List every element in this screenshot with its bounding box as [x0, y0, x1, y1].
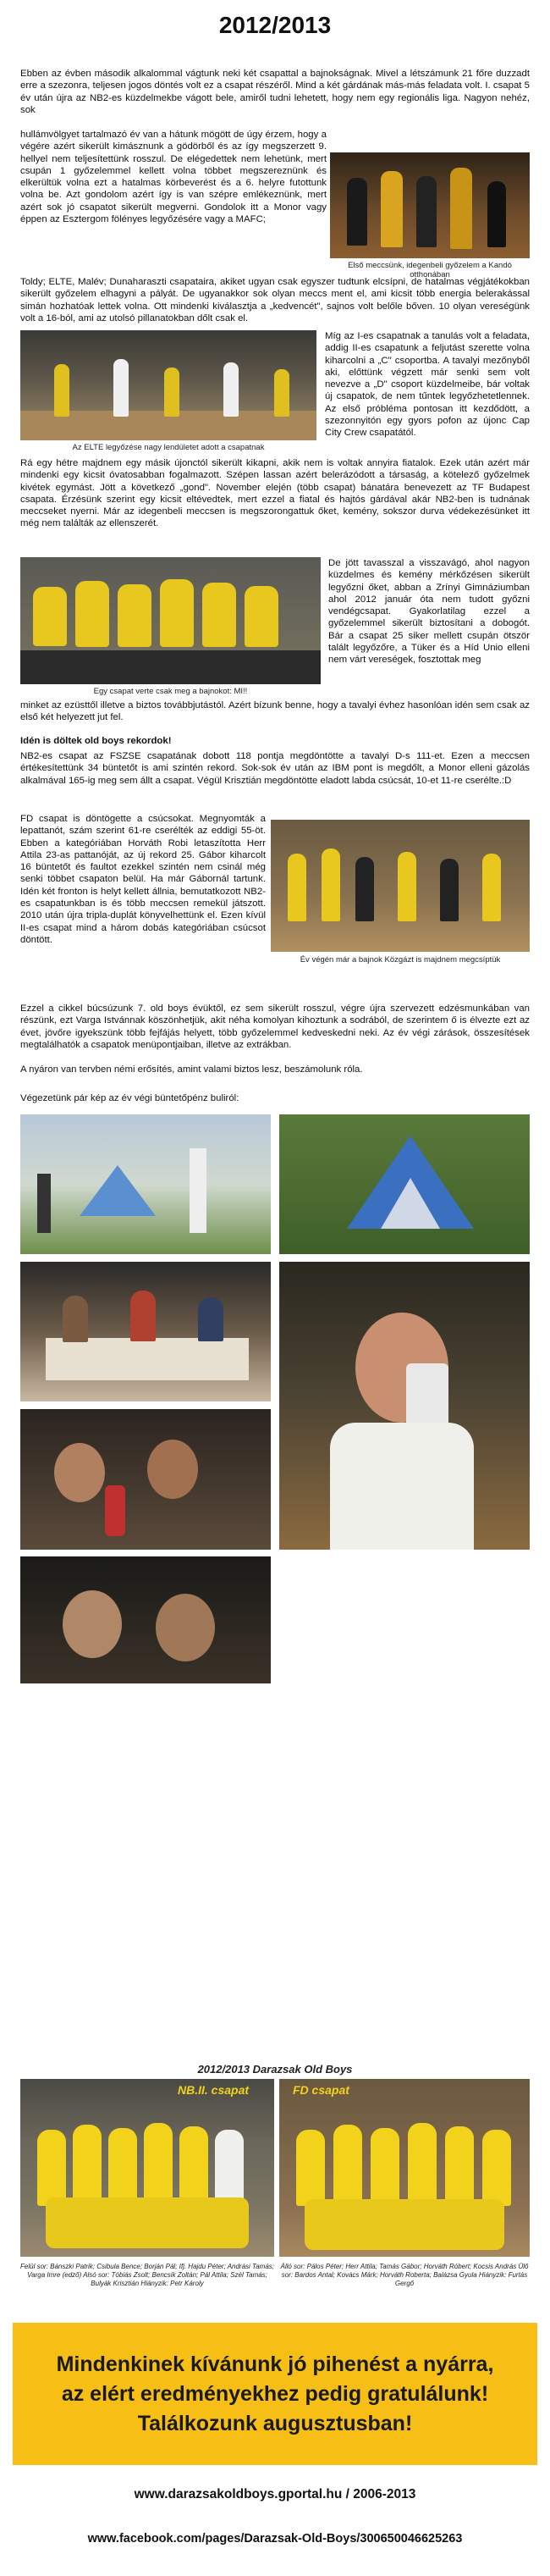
photo-gallery-tent-yard	[20, 1114, 271, 1254]
team-label-nb2: NB.II. csapat	[178, 2083, 250, 2097]
closing-banner	[13, 2323, 537, 2465]
paragraph: hullámvölgyet tartalmazó év van a hátunk mögött de úgy érzem, hogy a végére azért sikerült kimásznunk a gödörből és az így megszerzett 9. hellyel nem teljesítettünk rosszul. De elégedettek nem lehetünk, mert csupán 1 győzelemmel kellett volna többet megszereznünk és elkerültük volna ezt a hatalmas körbeverést és a 6. helyre futottunk volna be. Azt gondolom azért így is van szépre emlékeznünk, mert azért sok jó csapatot sikerült megverni. Gondolok itt a Monor vagy éppen az Esztergom fölényes legyőzésére vagy a MAFC;	[20, 130, 327, 225]
photo-team-nb2	[20, 2079, 274, 2257]
photo-team-champion-win	[20, 557, 321, 684]
photo-gallery-night-friends	[20, 1556, 271, 1683]
paragraph: Rá egy hétre majdnem egy másik újonctól sikerült kikapni, akik nem is voltak annyira fiatalok. Ezek után azért már mindenki egy kicsit óvatosabban fogalmazott. Szépen lassan azért belerázódott a társaság, a kötelező győzelmek kivétek egymást. Jött a következő „gond". November elején (több csapat) bánatára benevezett az TF Budapest csapata. Érzésünk szerint egy kicsit eltévedtek, mert ezzel a fiatal és hajtós gárdával akár NB2-ben is tudnának meccseket nyerni. Már az idegenbeli meccsen is megszorongattuk őket, kemény, sokszor durva védekezésünket itt még nem találták az ellenszerét.	[20, 458, 530, 529]
photo-caption: Első meccsünk, idegenbeli győzelem a Kandó otthonában	[348, 261, 512, 279]
gallery-intro: Végezetünk pár kép az év végi büntetőpénz buliról:	[20, 1093, 239, 1103]
team-photo-title: 2012/2013 Darazsak Old Boys	[197, 2063, 353, 2076]
paragraph: Ezzel a cikkel búcsúzunk 7. old boys évüktől, ez sem sikerült rosszul, végre újra szervezett edzésmunkában van részünk, ezt Varga Istvánnak köszönhetjük, akit néha komolyan kihoztunk a sodrából, de szerintem ő is élvezte ezt az évet, jövőre igyekszünk több fejfájás helyett, több győzelemmel kedveskedni neki. Az év végi zárások, összesítések megtalálhatók a csapatok menüpontjaiban, illetve az extrákban.	[20, 1003, 530, 1050]
paragraph: NB2-es csapat az FSZSE csapatának dobott 118 pontja megdöntötte a tavalyi D-s 111-et. Ezen a meccsen értékesítettünk 34 büntetőt is ami szintén rekord. Sok-sok év után az IBM pont is megdőlt, a Monor elleni gázolás alkalmával 165-ig meg sem állt a csapat. Végül Krisztián megdöntötte eladott labda csúcsát, 10-et 11-re cserélte.:D	[20, 751, 530, 786]
facebook-link[interactable]: www.facebook.com/pages/Darazsak-Old-Boys/300650046625263	[87, 2532, 463, 2546]
photo-gallery-night-table	[20, 1409, 271, 1550]
page-title: 2012/2013	[218, 12, 332, 38]
photo-caption: Év végén már a bajnok Közgázt is majdnem megcsíptük	[300, 955, 501, 965]
photo-caption: Egy csapat verte csak meg a bajnokot: MI!!	[93, 687, 248, 696]
paragraph: Toldy; ELTE, Malév; Dunaharaszti csapataira, akiket ugyan csak egyszer tudtunk elcsípni, de hatalmas végjátékokban sikerült győzelem elhagyni a pályát. De ugyanakkor sok olyan meccs ment el, ami kicsit több energia belerakással simán hozhatóak lettek volna. Ott mindenki kiválasztja a „kedvencét", sajnos volt belőle bőven. 10 olyan vereségünk volt a 16-ból, ami az utolsó pillanatokban dőlt csak el.	[20, 277, 530, 323]
photo-gallery-dinner	[20, 1262, 271, 1401]
banner-line: az elért eredményekhez pedig gratulálunk!	[61, 2382, 489, 2406]
paragraph: De jött tavasszal a visszavágó, ahol nagyon küzdelmes és kemény mérkőzésen sikerült legyőzni őket, abban a Zrínyi Gimnáziumban ahol 2012 január óta nem tudott győzni vendégcsapat. Gyakorlatilag ezzel a győzelemmel sikerült biztosítani a dobogót. Bár a csapat 25 siker mellett csupán ötször talált legyőzőre, a Tüker és a Híd Unio elleni nem várt vereségek, fosztottak meg	[328, 558, 530, 666]
photo-kozgaz-game	[271, 820, 530, 952]
roster-nb2: Felül sor: Bánszki Patrik; Csibula Bence; Borján Pál; Ifj. Hajdu Péter; Andrási Tamás; Varga Imre (edző) Alsó sor: Tóbiás Zsolt; Bencsik Zoltán; Pál Attila; Szél Tamás; Bulyák Krisztián Hiányzik: Petr Károly	[20, 2263, 274, 2287]
banner-line: Mindenkinek kívánunk jó pihenést a nyárra,	[56, 2352, 494, 2376]
photo-gallery-tent	[279, 1114, 530, 1254]
paragraph: minket az ezüsttől illetve a biztos továbbjutástól. Azért bízunk benne, hogy a tavalyi évhez hasonlóan idén sem csak az első két helyezett jut fel.	[20, 700, 530, 723]
paragraph: Ebben az évben második alkalommal vágtunk neki két csapattal a bajnokságnak. Mivel a létszámunk 21 főre duzzadt erre a szezonra, teljesen jogos döntés volt ez a csapat részéről. Mind a két gárdának más-más feladata volt. I. csapat 5 év után újra az NB2-es küzdelmekbe vágott bele, amiről tudni lehetett, hogy nem egy regionális liga. Nagyon nehéz, sok	[20, 69, 530, 115]
roster-fd: Álló sor: Pálos Péter; Herr Attila; Tamás Gábor; Horváth Róbert; Kocsis András Ülő sor: Bardos Antal; Kovács Márk; Horváth Roberta; Balázsa Gyula Hiányzik: Furtás Gergő	[280, 2263, 529, 2287]
team-label-fd: FD csapat	[293, 2083, 349, 2097]
photo-game-elte	[20, 330, 316, 440]
photo-caption: Az ELTE legyőzése nagy lendületet adott a csapatnak	[72, 443, 265, 452]
paragraph: FD csapat is döntögette a csúcsokat. Megnyomták a lepattanót, szám szerint 61-re cserélték az eddigi 55-öt. Ebben a kategóriában Horváth Robi letaszította Herr Attila 23-as pattanóját, az új rekord 25. Gábor kiharcolt 16 büntetőt és faultot ezekkel szintén nem csinál még senki többet csapaton belül. Ha már Gábornál tartunk. Idén két fronton is helyt kellett állnia, bemutatkozott NB2-es csapatunkban is és több meccsen remekül játszott. 2010 után újra tripla-duplát könyvelhettünk el. Ezen kívül II-es csapat mind a három dobás kategóriában csúcsot döntött.	[20, 814, 266, 945]
records-heading: Idén is döltek old boys rekordok!	[20, 736, 172, 746]
paragraph: Míg az I-es csapatnak a tanulás volt a feladata, addig II-es csapatunk a feljutást szerette volna kiharcolni a „C" csoportba. A tavalyi mezőnyből aki, előttünk végzett már senki sem volt nevezve a „D" csoport küzdelmeibe, bár voltak új csapatok, de nem tűntek legyőzhetetlennek. Az első próbléma pontosan itt kezdődött, a szezonnyitón egy gyors pofon az újonc Cap City Crew csapatától.	[325, 331, 530, 439]
paragraph: A nyáron van tervben némi erősítés, amint valami biztos lesz, beszámolunk róla.	[20, 1064, 363, 1075]
banner-line: Találkozunk augusztusban!	[137, 2412, 413, 2435]
photo-game-kando	[330, 152, 530, 258]
photo-gallery-drinking	[279, 1262, 530, 1550]
photo-team-fd	[279, 2079, 530, 2257]
website-link[interactable]: www.darazsakoldboys.gportal.hu / 2006-2013	[134, 2487, 416, 2501]
